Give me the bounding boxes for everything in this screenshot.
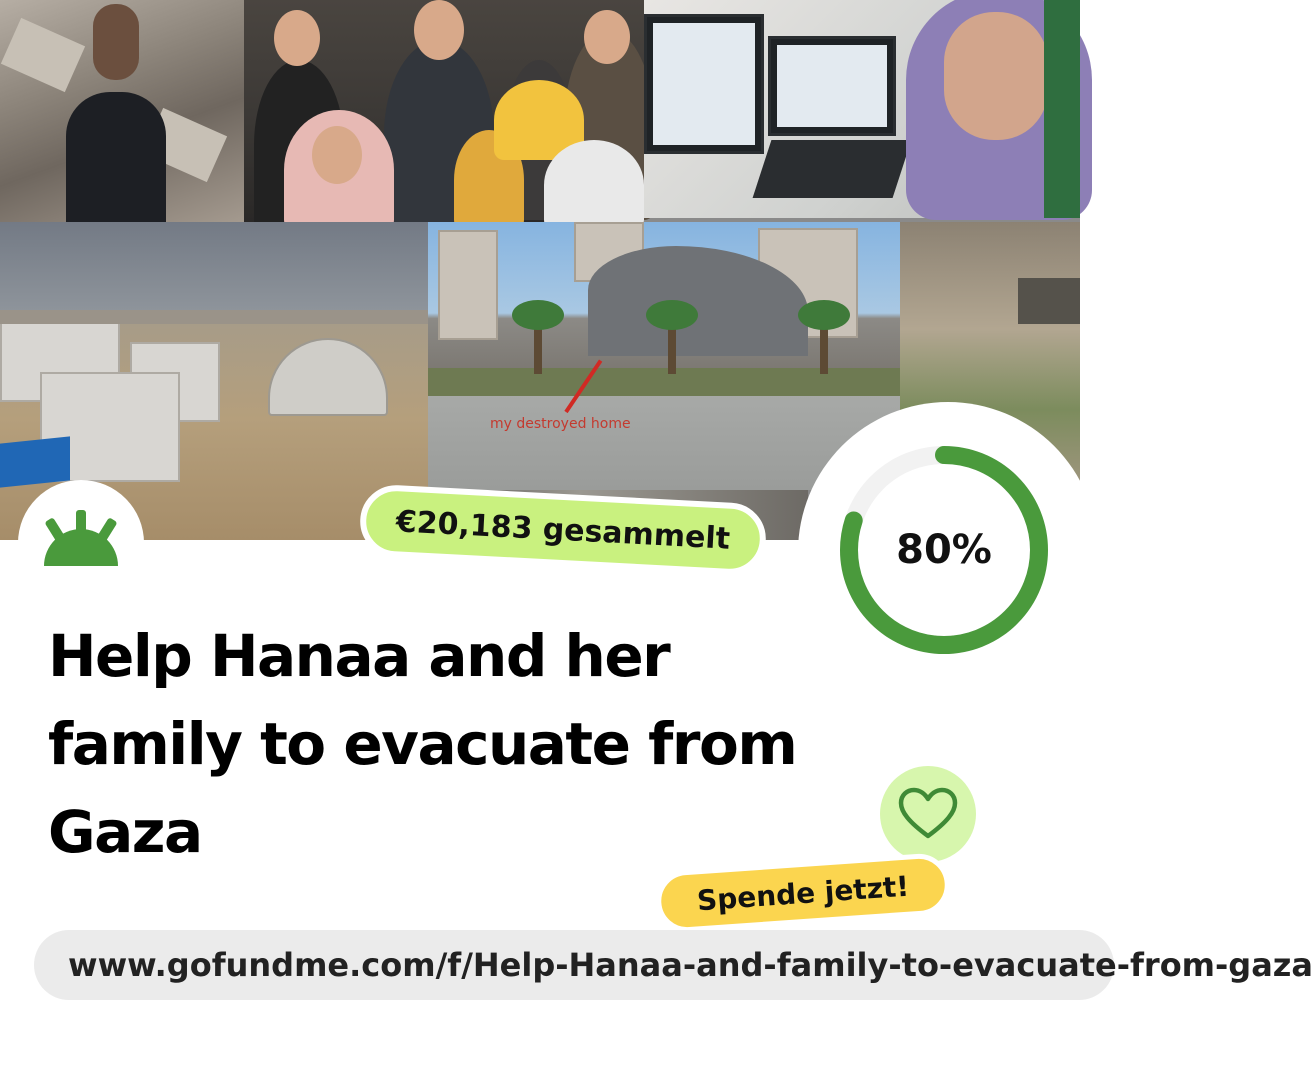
campaign-title: Help Hanaa and her family to evacuate from Gaza [48,622,797,866]
family-face [274,10,320,66]
man-body [66,92,166,222]
donate-now-button[interactable]: Spende jetzt! [654,852,952,934]
man-head [93,4,139,80]
monitor [768,36,896,136]
family-face [312,126,362,184]
building [438,230,498,340]
wreckage [1018,278,1080,324]
raised-amount-badge: €20,183 gesammelt [358,483,767,576]
photo-office-selfie [644,0,1080,218]
photo-destroyed-home [428,222,900,490]
photo-man-in-rubble [0,0,244,222]
photo-family [244,0,644,222]
monitor [644,14,764,154]
campaign-url[interactable]: www.gofundme.com/f/Help-Hanaa-and-family-to-evacuate-from-gaza [68,946,1313,984]
palm-tree [668,314,676,374]
campaign-url-bar[interactable] [34,930,1313,1000]
palm-tree [534,314,542,374]
family-face [584,10,630,64]
family-member [544,140,644,230]
tent [268,338,388,416]
heart-button[interactable] [880,766,976,862]
tent-row [0,310,428,324]
palm-tree [820,314,828,374]
road-median [428,368,900,396]
gofundme-logo-icon [34,508,128,568]
heart-icon [897,786,959,842]
progress-percent: 80% [896,527,992,573]
woman-face [944,12,1048,140]
keyboard [753,140,912,198]
green-wall [1044,0,1080,218]
destroyed-home-caption: my destroyed home [490,416,631,432]
rubble-shape [1,18,85,92]
family-face [414,0,464,60]
blue-tarp [0,436,70,487]
